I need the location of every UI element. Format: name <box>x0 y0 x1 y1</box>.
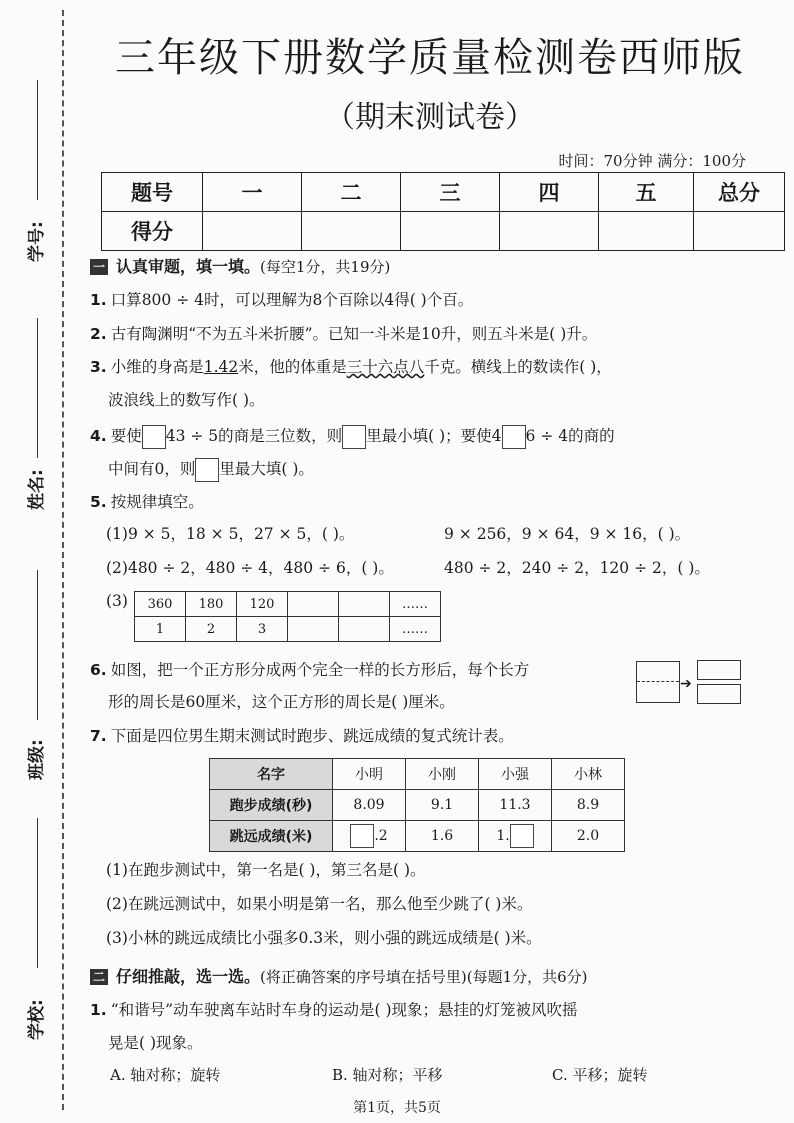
sequence-cell: 2 <box>186 617 237 642</box>
stats-cell: 8.09 <box>333 790 406 821</box>
class-label: 班级: <box>27 739 47 780</box>
sequence-table <box>134 591 441 642</box>
name-label: 姓名: <box>27 469 47 510</box>
dashed-divider <box>637 681 679 682</box>
digit-box[interactable] <box>510 824 534 848</box>
section-number: 二 <box>90 969 108 985</box>
question-2-1-cont: 晃是( )现象。 <box>108 1034 203 1052</box>
score-input-cell[interactable] <box>302 212 401 251</box>
stats-cell <box>333 821 406 852</box>
school-line <box>37 818 38 968</box>
stats-cell: 11.3 <box>479 790 552 821</box>
answer-box[interactable] <box>502 425 526 449</box>
option-a[interactable]: A. 轴对称；旋转 <box>110 1066 221 1084</box>
question-1-4-cont <box>108 457 314 482</box>
question-text: 如图，把一个正方形分成两个完全一样的长方形后，每个长方 <box>110 661 530 679</box>
stats-header-cell: 小明 <box>333 759 406 790</box>
score-cell: 三 <box>401 173 500 212</box>
question-number: 2. <box>90 325 107 343</box>
sequence-cell: 360 <box>135 592 186 617</box>
score-table-row <box>102 212 785 251</box>
question-number: 1. <box>90 1001 107 1019</box>
stats-header-cell: 小林 <box>552 759 625 790</box>
question-1-5-3: (3) <box>106 592 128 610</box>
question-number: 1. <box>90 291 107 309</box>
question-text: 43 ÷ 5的商是三位数，则 <box>165 427 343 445</box>
score-input-cell[interactable] <box>401 212 500 251</box>
score-table <box>101 172 785 251</box>
score-cell: 二 <box>302 173 401 212</box>
stats-row-jump <box>210 821 625 852</box>
question-text: 中间有0，则 <box>108 460 196 478</box>
stats-value: 1. <box>496 828 510 844</box>
sequence-cell[interactable] <box>288 617 339 642</box>
question-1-2 <box>90 322 597 344</box>
sequence-cell: 3 <box>237 617 288 642</box>
arrow-icon: ➔ <box>680 676 692 692</box>
question-1-6 <box>90 658 529 680</box>
score-cell: 题号 <box>102 173 203 212</box>
stats-cell: 1.6 <box>406 821 479 852</box>
question-number: 6. <box>90 661 107 679</box>
score-input-cell[interactable] <box>500 212 599 251</box>
sequence-cell: 120 <box>237 592 288 617</box>
score-input-cell[interactable] <box>203 212 302 251</box>
section-note: (每空1分，共19分) <box>260 258 391 276</box>
question-1-1 <box>90 288 473 310</box>
question-text: 下面是四位男生期末测试时跑步、跳远成绩的复式统计表。 <box>110 727 514 745</box>
question-1-4 <box>90 424 615 449</box>
question-text: 小维的身高是 <box>110 358 204 376</box>
wavy-underlined-number: 三十六点八 <box>346 358 425 376</box>
stats-header-row <box>210 759 625 790</box>
stats-cell <box>479 821 552 852</box>
underlined-number: 1.42 <box>203 358 239 376</box>
name-line <box>37 318 38 458</box>
question-2-1 <box>90 998 578 1020</box>
sequence-cell[interactable] <box>339 592 390 617</box>
page-title: 三年级下册数学质量检测卷西师版 <box>115 35 745 81</box>
question-text: 要使 <box>110 427 142 445</box>
stats-row-label: 跳远成绩(米) <box>210 821 333 852</box>
section-title: 认真审题，填一填。 <box>116 257 261 276</box>
score-cell: 一 <box>203 173 302 212</box>
exam-meta: 时间：70分钟 满分：100分 <box>558 152 746 170</box>
class-line <box>37 570 38 720</box>
rectangle-diagram <box>697 660 741 680</box>
sequence-cell: …… <box>390 592 441 617</box>
question-text: 6 ÷ 4的商的 <box>525 427 615 445</box>
section-1-heading <box>90 254 390 277</box>
question-number: 7. <box>90 727 107 745</box>
stats-value: .2 <box>374 828 388 844</box>
section-2-heading <box>90 964 588 987</box>
question-1-7 <box>90 724 514 746</box>
sequence-cell: 180 <box>186 592 237 617</box>
student-id-label: 学号: <box>27 221 47 262</box>
school-label: 学校: <box>27 999 47 1040</box>
option-b[interactable]: B. 轴对称；平移 <box>332 1066 443 1084</box>
binding-dashed-line <box>62 10 64 1110</box>
stats-cell: 8.9 <box>552 790 625 821</box>
question-text: “和谐号”动车驶离车站时车身的运动是( )现象；悬挂的灯笼被风吹摇 <box>110 1001 578 1019</box>
score-cell: 四 <box>500 173 599 212</box>
question-text: 里最小填( )；要使4 <box>366 427 502 445</box>
score-input-cell[interactable] <box>694 212 785 251</box>
stats-header-cell: 小强 <box>479 759 552 790</box>
sequence-cell[interactable] <box>339 617 390 642</box>
page-footer: 第1页，共5页 <box>353 1100 441 1116</box>
stats-cell: 9.1 <box>406 790 479 821</box>
digit-box[interactable] <box>350 824 374 848</box>
stats-header-cell: 小刚 <box>406 759 479 790</box>
question-1-7-1: (1)在跑步测试中，第一名是( )，第三名是( )。 <box>106 861 426 879</box>
question-number: 5. <box>90 493 107 511</box>
score-row-label: 得分 <box>102 212 203 251</box>
question-1-6-cont: 形的周长是60厘米，这个正方形的周长是( )厘米。 <box>108 693 455 711</box>
stats-row-label: 跑步成绩(秒) <box>210 790 333 821</box>
stats-header-cell: 名字 <box>210 759 333 790</box>
question-text: 里最大填( )。 <box>219 460 314 478</box>
question-1-5 <box>90 490 204 512</box>
question-1-3 <box>90 355 612 377</box>
sequence-cell: 1 <box>135 617 186 642</box>
sequence-cell[interactable] <box>288 592 339 617</box>
question-text: 口算800 ÷ 4时，可以理解为8个百除以4得( )个百。 <box>110 291 474 309</box>
question-1-3-cont: 波浪线上的数写作( )。 <box>108 391 265 409</box>
question-1-5-1a: (1)9 × 5，18 × 5，27 × 5，( )。 <box>106 525 355 543</box>
question-text: 米，他的体重是 <box>238 358 347 376</box>
score-table-header-row <box>102 173 785 212</box>
question-text: 古有陶渊明“不为五斗米折腰”。已知一斗米是10升，则五斗米是( )升。 <box>110 325 598 343</box>
stats-row-run <box>210 790 625 821</box>
question-1-5-2b: 480 ÷ 2，240 ÷ 2，120 ÷ 2，( )。 <box>444 559 710 577</box>
question-1-7-2: (2)在跳远测试中，如果小明是第一名，那么他至少跳了( )米。 <box>106 895 533 913</box>
score-cell: 总分 <box>694 173 785 212</box>
question-text: 千克。横线上的数读作( )， <box>424 358 612 376</box>
option-c[interactable]: C. 平移；旋转 <box>552 1066 648 1084</box>
question-number: 4. <box>90 427 107 445</box>
stats-cell: 2.0 <box>552 821 625 852</box>
question-number: 3. <box>90 358 107 376</box>
score-cell: 五 <box>599 173 694 212</box>
section-title: 仔细推敲，选一选。 <box>116 967 261 986</box>
question-text: 按规律填空。 <box>110 493 204 511</box>
question-1-5-1b: 9 × 256，9 × 64，9 × 16，( )。 <box>444 525 691 543</box>
score-input-cell[interactable] <box>599 212 694 251</box>
question-1-5-2a: (2)480 ÷ 2，480 ÷ 4，480 ÷ 6，( )。 <box>106 559 394 577</box>
answer-box[interactable] <box>342 425 366 449</box>
answer-box[interactable] <box>195 458 219 482</box>
section-note: (将正确答案的序号填在括号里)(每题1分，共6分) <box>260 968 588 986</box>
section-number: 一 <box>90 259 108 275</box>
answer-box[interactable] <box>142 425 166 449</box>
sequence-row <box>135 617 441 642</box>
square-diagram <box>636 661 680 703</box>
page-subtitle: （期末测试卷） <box>325 100 535 135</box>
question-1-7-3: (3)小林的跳远成绩比小强多0.3米，则小强的跳远成绩是( )米。 <box>106 929 542 947</box>
sequence-cell: …… <box>390 617 441 642</box>
stats-table <box>209 758 625 852</box>
sequence-row <box>135 592 441 617</box>
student-id-line <box>37 80 38 200</box>
rectangle-diagram <box>697 684 741 704</box>
